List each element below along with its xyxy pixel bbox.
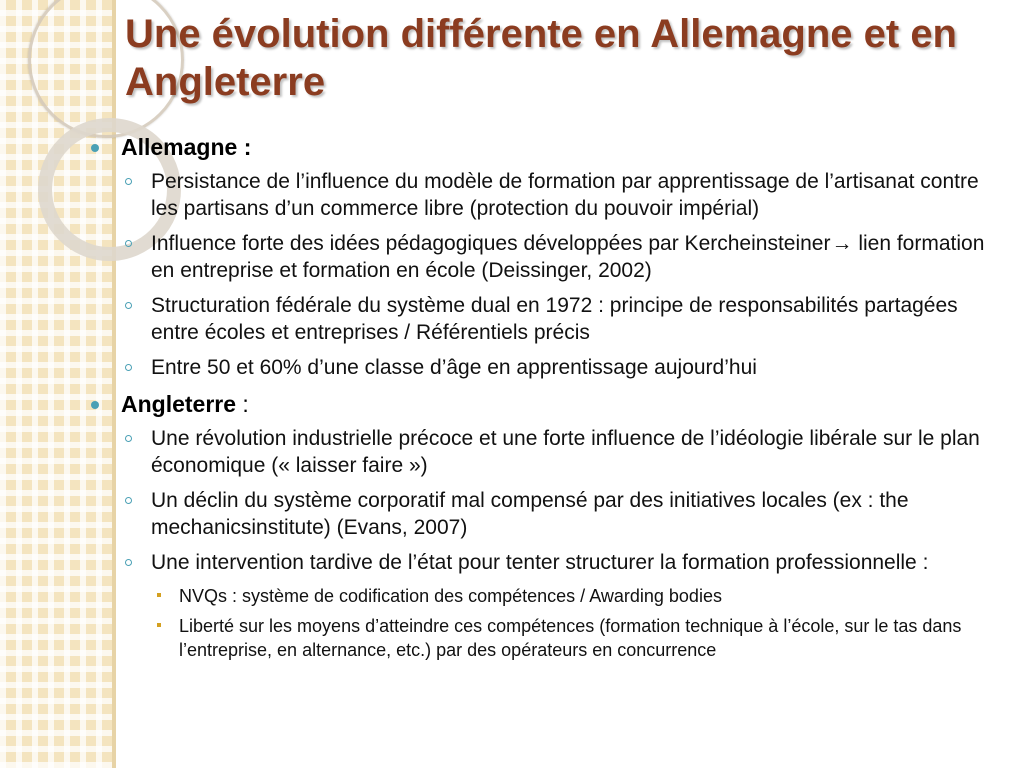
bullet-dot-icon (91, 401, 99, 409)
bullet-ring-icon (125, 364, 132, 371)
section-heading: Angleterre (121, 391, 237, 417)
list-item-text: Une intervention tardive de l’état pour tenter structurer la formation professionnelle : (151, 551, 929, 574)
list-item (85, 487, 1000, 541)
list-item-text: Structuration fédérale du système dual en 1972 : principe de responsabilités partagées entre écoles et entreprises / Référentiels précis (151, 294, 958, 344)
list-item-text: Influence forte des idées pédagogiques développées par Kercheinsteiner (151, 232, 831, 255)
section-heading-suffix: : (236, 391, 249, 417)
sub-list-item-text: Liberté sur les moyens d’atteindre ces compétences (formation technique à l’école, sur le tas dans l’entreprise, en alternance, etc.) par des opérateurs en concurrence (179, 616, 962, 660)
slide-title: Une évolution différente en Allemagne et en Angleterre (125, 12, 957, 104)
list-item (85, 292, 1000, 346)
list-item-text-continued: lien formation en entreprise et formation en école (Deissinger, 2002) (151, 232, 985, 282)
section-heading: Allemagne : (121, 134, 252, 160)
list-item-text: Un déclin du système corporatif mal compensé par des initiatives locales (ex : the mechanicsinstitute) (Evans, 2007) (151, 489, 909, 539)
bullet-dot-icon (91, 144, 99, 152)
list-item-text: Persistance de l’influence du modèle de formation par apprentissage de l’artisanat contre les partisans d’un commerce libre (protection du pouvoir impérial) (151, 170, 979, 220)
list-item (85, 230, 1000, 284)
sub-list-item-text: NVQs : système de codification des compétences / Awarding bodies (179, 586, 722, 606)
list-item (85, 168, 1000, 222)
bullet-square-icon (157, 593, 161, 597)
slide-content (85, 132, 1000, 668)
list-item-text: Entre 50 et 60% d’une classe d’âge en apprentissage aujourd’hui (151, 356, 757, 379)
bullet-ring-icon (125, 559, 132, 566)
sub-list-item (85, 584, 1000, 608)
section-allemagne (85, 132, 1000, 162)
list-item-text: Une révolution industrielle précoce et une forte influence de l’idéologie libérale sur le plan économique (« laisser faire ») (151, 427, 980, 477)
bullet-ring-icon (125, 497, 132, 504)
sub-list-item (85, 614, 1000, 662)
list-item (85, 425, 1000, 479)
bullet-ring-icon (125, 302, 132, 309)
list-item (85, 354, 1000, 381)
bullet-ring-icon (125, 435, 132, 442)
arrow-right-icon: → (831, 232, 853, 255)
bullet-square-icon (157, 623, 161, 627)
bullet-ring-icon (125, 178, 132, 185)
section-angleterre (85, 389, 1000, 419)
list-item (85, 549, 1000, 576)
bullet-ring-icon (125, 240, 132, 247)
